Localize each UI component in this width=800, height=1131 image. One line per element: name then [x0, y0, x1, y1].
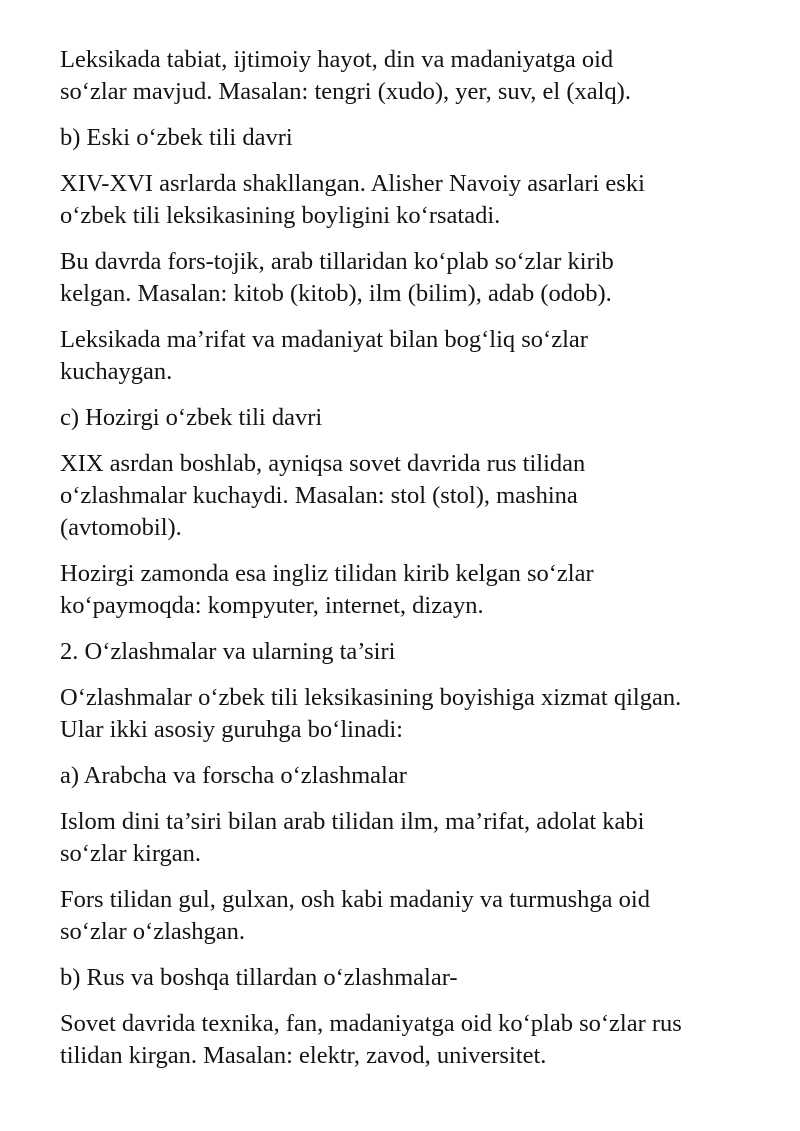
paragraph-soviet-era — [60, 1008, 760, 1072]
text-line: XIX asrdan boshlab, ayniqsa sovet davrida rus tilidan — [60, 450, 586, 477]
text-line: a) Arabcha va forscha o‘zlashmalar — [60, 762, 407, 789]
text-line: c) Hozirgi o‘zbek tili davri — [60, 404, 323, 431]
text-line: kelgan. Masalan: kitob (kitob), ilm (bilim), adab (odob). — [60, 280, 612, 307]
section-heading-modern-uzbek — [60, 402, 760, 434]
text-line: so‘zlar o‘zlashgan. — [60, 918, 246, 945]
text-line: ko‘paymoqda: kompyuter, internet, dizayn. — [60, 592, 484, 619]
text-line: b) Eski o‘zbek tili davri — [60, 124, 293, 151]
section-heading-russian-other — [60, 962, 760, 994]
paragraph-enlightenment — [60, 324, 760, 388]
paragraph-loanwords-intro — [60, 682, 760, 746]
document-page — [60, 44, 760, 1086]
text-line: so‘zlar kirgan. — [60, 840, 202, 867]
text-line: 2. O‘zlashmalar va ularning ta’siri — [60, 638, 396, 665]
section-heading-old-uzbek — [60, 122, 760, 154]
text-line: (avtomobil). — [60, 514, 182, 541]
text-line: Bu davrda fors-tojik, arab tillaridan ko‘plab so‘zlar kirib — [60, 248, 614, 275]
text-line: Sovet davrida texnika, fan, madaniyatga oid ko‘plab so‘zlar rus — [60, 1010, 682, 1037]
paragraph-english-loans — [60, 558, 760, 622]
paragraph-persian-arabic — [60, 246, 760, 310]
section-heading-arabic-persian — [60, 760, 760, 792]
paragraph-russian-loans — [60, 448, 760, 544]
text-line: o‘zbek tili leksikasining boyligini ko‘rsatadi. — [60, 202, 501, 229]
text-line: o‘zlashmalar kuchaydi. Masalan: stol (stol), mashina — [60, 482, 578, 509]
text-line: Islom dini ta’siri bilan arab tilidan ilm, ma’rifat, adolat kabi — [60, 808, 645, 835]
text-line: kuchaygan. — [60, 358, 173, 385]
text-line: b) Rus va boshqa tillardan o‘zlashmalar- — [60, 964, 458, 991]
text-line: Ular ikki asosiy guruhga bo‘linadi: — [60, 716, 403, 743]
text-line: tilidan kirgan. Masalan: elektr, zavod, universitet. — [60, 1042, 547, 1069]
text-line: Fors tilidan gul, gulxan, osh kabi madaniy va turmushga oid — [60, 886, 650, 913]
text-line: Hozirgi zamonda esa ingliz tilidan kirib kelgan so‘zlar — [60, 560, 594, 587]
paragraph-navoiy — [60, 168, 760, 232]
paragraph-persian-words — [60, 884, 760, 948]
paragraph-intro-lexicon — [60, 44, 760, 108]
text-line: so‘zlar mavjud. Masalan: tengri (xudo), yer, suv, el (xalq). — [60, 78, 631, 105]
text-line: Leksikada tabiat, ijtimoiy hayot, din va madaniyatga oid — [60, 46, 614, 73]
text-line: O‘zlashmalar o‘zbek tili leksikasining boyishiga xizmat qilgan. — [60, 684, 682, 711]
text-line: Leksikada ma’rifat va madaniyat bilan bog‘liq so‘zlar — [60, 326, 588, 353]
text-line: XIV-XVI asrlarda shakllangan. Alisher Navoiy asarlari eski — [60, 170, 645, 197]
paragraph-islam-influence — [60, 806, 760, 870]
section-heading-loanwords — [60, 636, 760, 668]
